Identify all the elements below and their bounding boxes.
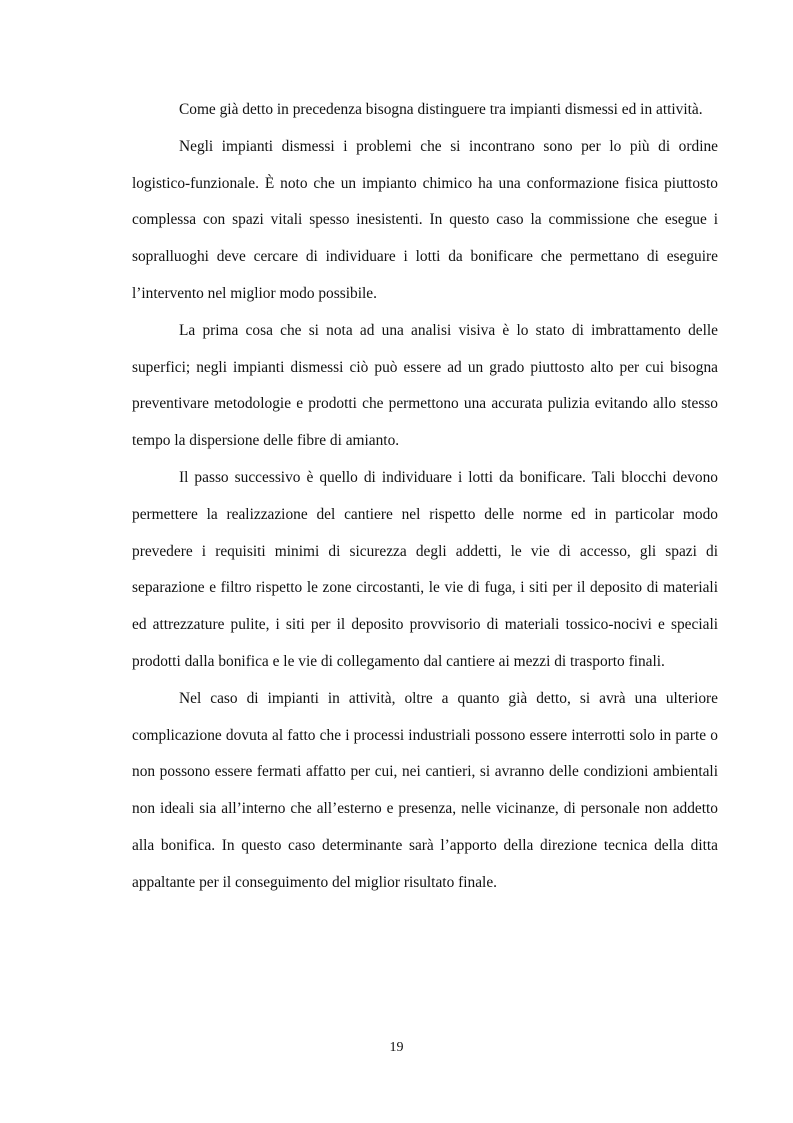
body-text [132,92,718,902]
paragraph-1: Come già detto in precedenza bisogna distinguere tra impianti dismessi ed in attività. [179,101,703,118]
paragraph-5: Nel caso di impianti in attività, oltre a quanto già detto, si avrà una ulteriore complicazione dovuta al fatto che i processi industriali possono essere interrotti solo in parte o non possono essere fermati affatto per cui, nei cantieri, si avranno delle condizioni ambientali non ideali sia all’interno che all’esterno e presenza, nelle vicinanze, di personale non addetto alla bonifica. In questo caso determinante sarà l’apporto della direzione tecnica della ditta appaltante per il conseguimento del miglior risultato finale. [132,689,718,891]
paragraph-2: Negli impianti dismessi i problemi che si incontrano sono per lo più di ordine logistico-funzionale. È noto che un impianto chimico ha una conformazione fisica piuttosto complessa con spazi vitali spesso inesistenti. In questo caso la commissione che esegue i sopralluoghi deve cercare di individuare i lotti da bonificare che permettano di eseguire l’intervento nel miglior modo possibile. [132,137,718,302]
paragraph-3: La prima cosa che si nota ad una analisi visiva è lo stato di imbrattamento delle superfici; negli impianti dismessi ciò può essere ad un grado piuttosto alto per cui bisogna preventivare metodologie e prodotti che permettono una accurata pulizia evitando allo stesso tempo la dispersione delle fibre di amianto. [132,321,718,450]
page-number: 19 [389,1040,404,1055]
paragraph-4: Il passo successivo è quello di individuare i lotti da bonificare. Tali blocchi devono permettere la realizzazione del cantiere nel rispetto delle norme ed in particolar modo prevedere i requisiti minimi di sicurezza degli addetti, le vie di accesso, gli spazi di separazione e filtro rispetto le zone circostanti, le vie di fuga, i siti per il deposito di materiali ed attrezzature pulite, i siti per il deposito provvisorio di materiali tossico-nocivi e speciali prodotti dalla bonifica e le vie di collegamento dal cantiere ai mezzi di trasporto finali. [132,468,718,670]
